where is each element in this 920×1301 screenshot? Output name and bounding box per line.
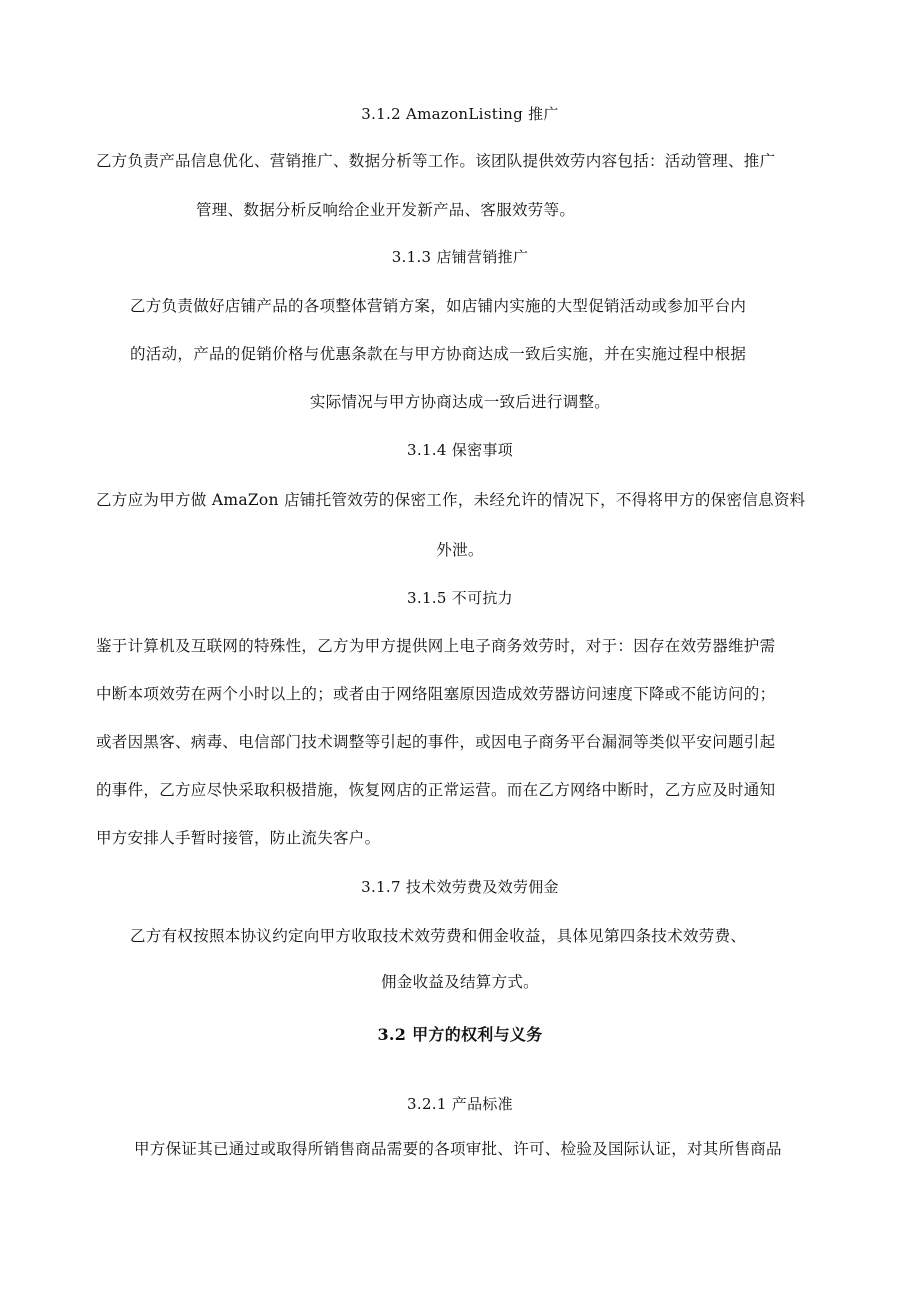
heading-3-1-2: 3.1.2 AmazonListing 推广 [361,105,559,123]
paragraph-line: 乙方负责做好店铺产品的各项整体营销方案，如店铺内实施的大型促销活动或参加平台内 [130,297,747,315]
paragraph-line: 中断本项效劳在两个小时以上的；或者由于网络阻塞原因造成效劳器访问速度下降或不能访问的； [96,685,776,703]
paragraph-line: 的事件，乙方应尽快采取积极措施，恢复网店的正常运营。而在乙方网络中断时，乙方应及时通知 [96,781,776,799]
paragraph-line: 甲方保证其已通过或取得所销售商品需要的各项审批、许可、检验及国际认证，对其所售商品 [134,1140,782,1158]
paragraph-line: 乙方负责产品信息优化、营销推广、数据分析等工作。该团队提供效劳内容包括：活动管理、推广 [96,152,776,170]
paragraph-line: 实际情况与甲方协商达成一致后进行调整。 [309,393,611,411]
paragraph-line: 管理、数据分析反响给企业开发新产品、客服效劳等。 [196,201,576,219]
paragraph-line: 乙方应为甲方做 AmaZon 店铺托管效劳的保密工作，未经允许的情况下，不得将甲方的保密信息资料 [96,491,806,509]
paragraph-line: 鉴于计算机及互联网的特殊性，乙方为甲方提供网上电子商务效劳时，对于：因存在效劳器维护需 [96,637,776,655]
paragraph-line: 或者因黑客、病毒、电信部门技术调整等引起的事件，或因电子商务平台漏洞等类似平安问题引起 [96,733,776,751]
section-heading-3-2: 3.2 甲方的权利与义务 [377,1025,543,1044]
heading-3-1-7: 3.1.7 技术效劳费及效劳佣金 [361,878,559,896]
heading-3-1-3: 3.1.3 店铺营销推广 [391,248,529,266]
paragraph-line: 佣金收益及结算方式。 [380,973,539,991]
paragraph-line: 甲方安排人手暂时接管，防止流失客户。 [96,829,381,847]
heading-3-1-5: 3.1.5 不可抗力 [407,589,513,607]
paragraph-line: 乙方有权按照本协议约定向甲方收取技术效劳费和佣金收益，具体见第四条技术效劳费、 [130,927,747,945]
heading-3-1-4: 3.1.4 保密事项 [407,441,513,459]
heading-3-2-1: 3.2.1 产品标准 [407,1095,513,1113]
paragraph-line: 外泄。 [436,541,484,559]
paragraph-line: 的活动，产品的促销价格与优惠条款在与甲方协商达成一致后实施，并在实施过程中根据 [130,345,747,363]
